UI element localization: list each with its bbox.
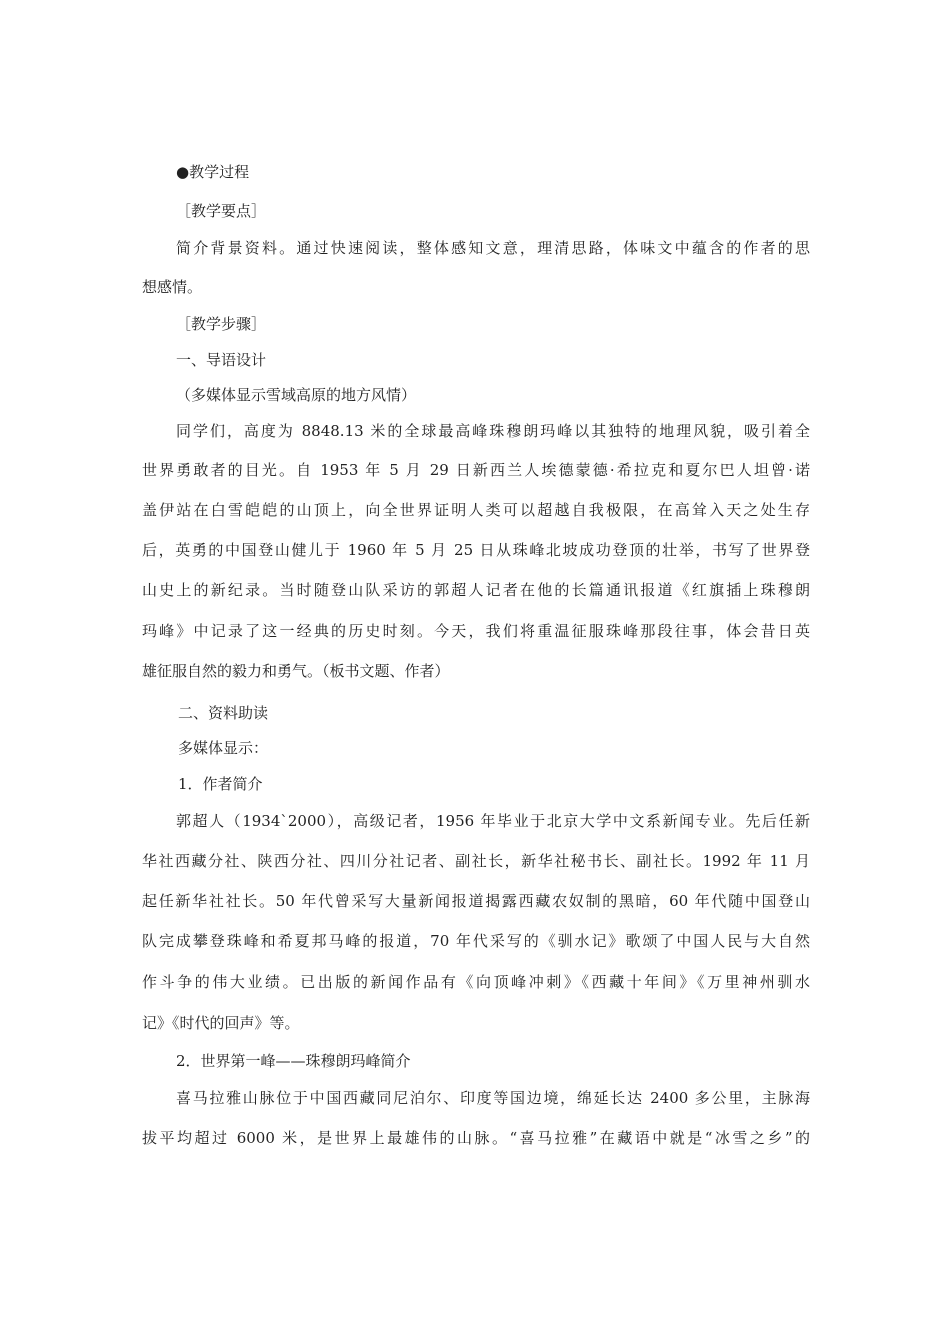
reading-heading: 二、资料助读 — [178, 704, 269, 722]
intro-line-7: 雄征服自然的毅力和勇气。（板书文题、作者） — [142, 662, 450, 680]
author-heading: 1．作者简介 — [178, 775, 263, 793]
intro-line-5: 山史上的新纪录。当时随登山队采访的郭超人记者在他的长篇通讯报道《红旗插上珠穆朗 — [142, 581, 810, 599]
intro-line-2: 世界勇敢者的目光。自 1953 年 5 月 29 日新西兰人埃德蒙德·希拉克和夏尔巴人坦曾·诺 — [142, 461, 810, 479]
key-points-line-2: 想感情。 — [142, 278, 203, 296]
everest-line-1: 喜马拉雅山脉位于中国西藏同尼泊尔、印度等国边境，绵延长达 2400 多公里，主脉海 — [176, 1089, 810, 1107]
author-line-1: 郭超人（1934`2000），高级记者，1956 年毕业于北京大学中文系新闻专业。先后任新 — [176, 812, 810, 830]
author-line-4: 队完成攀登珠峰和希夏邦马峰的报道，70 年代采写的《驯水记》歌颂了中国人民与大自然 — [142, 932, 810, 950]
steps-heading: ［教学步骤］ — [176, 315, 267, 333]
author-line-6: 记》《时代的回声》等。 — [142, 1014, 300, 1032]
author-line-2: 华社西藏分社、陕西分社、四川分社记者、副社长，新华社秘书长、副社长。1992 年 11 月 — [142, 852, 810, 870]
section-title: ●教学过程 — [176, 163, 250, 181]
intro-line-6: 玛峰》中记录了这一经典的历史时刻。今天，我们将重温征服珠峰那段往事，体会昔日英 — [142, 622, 810, 640]
multimedia-note: （多媒体显示雪域高原的地方风情） — [176, 386, 417, 404]
intro-line-1: 同学们，高度为 8848.13 米的全球最高峰珠穆朗玛峰以其独特的地理风貌，吸引着全 — [176, 422, 810, 440]
author-line-5: 作斗争的伟大业绩。已出版的新闻作品有《向顶峰冲刺》《西藏十年间》《万里神州驯水 — [142, 973, 810, 991]
multimedia-display: 多媒体显示： — [178, 739, 269, 757]
key-points-heading: ［教学要点］ — [176, 202, 267, 220]
intro-line-4: 后，英勇的中国登山健儿于 1960 年 5 月 25 日从珠峰北坡成功登顶的壮举，书写了世界登 — [142, 541, 810, 559]
everest-heading: 2．世界第一峰——珠穆朗玛峰简介 — [176, 1052, 411, 1070]
everest-line-2: 拔平均超过 6000 米，是世界上最雄伟的山脉。“喜马拉雅”在藏语中就是“冰雪之乡”的 — [142, 1129, 810, 1147]
intro-heading: 一、导语设计 — [176, 351, 267, 369]
author-line-3: 起任新华社社长。50 年代曾采写大量新闻报道揭露西藏农奴制的黑暗，60 年代随中国登山 — [142, 892, 810, 910]
key-points-line-1: 简介背景资料。通过快速阅读，整体感知文意，理清思路，体味文中蕴含的作者的思 — [176, 239, 810, 257]
intro-line-3: 盖伊站在白雪皑皑的山顶上，向全世界证明人类可以超越自我极限，在高耸入天之处生存 — [142, 501, 810, 519]
